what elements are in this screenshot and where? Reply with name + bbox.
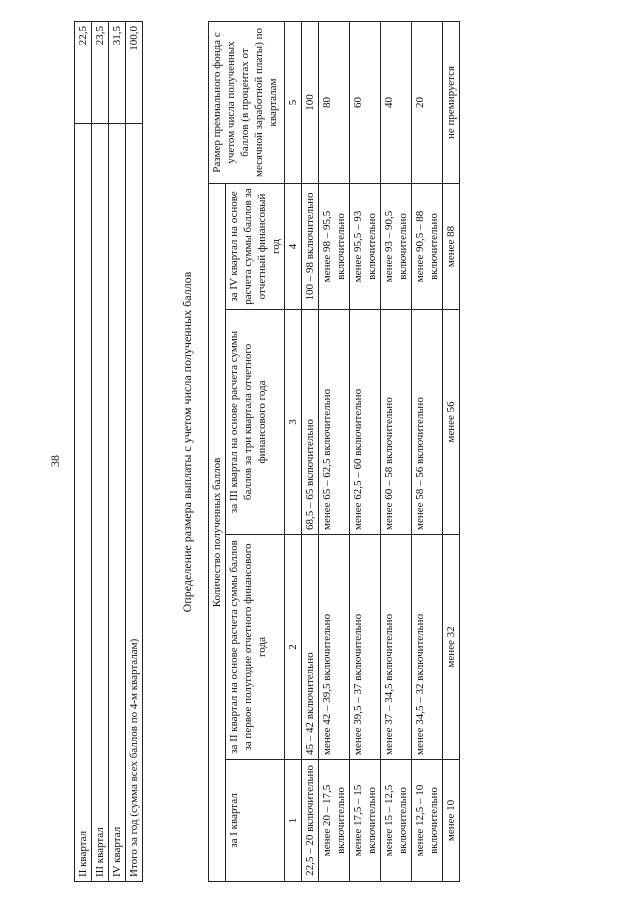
payment-row	[302, 21, 319, 881]
score-label: III квартал	[92, 124, 109, 882]
payment-cell: менее 90,5 – 88 включительно	[412, 183, 443, 309]
header-cell: Размер премиального фонда с учетом числа полученных баллов (в процентах от месячной заработной платы) по кварталам	[209, 21, 285, 183]
page-number: 38	[48, 455, 62, 467]
score-table	[74, 21, 143, 882]
payment-cell: менее 88	[443, 183, 460, 309]
payment-row	[350, 21, 381, 881]
payment-cell: менее 15 – 12,5 включительно	[381, 760, 412, 882]
header-cell: за I квартал	[226, 760, 285, 882]
payment-cell: менее 98 – 95,5 включительно	[319, 183, 350, 309]
header-cell: за IV квартал на основе расчета суммы баллов за отчетный финансовый год	[226, 183, 285, 309]
payment-cell: менее 10	[443, 760, 460, 882]
document-page	[40, 22, 600, 882]
header-cell: за III квартал на основе расчета суммы баллов за три квартала отчетного финансового года	[226, 310, 285, 535]
score-value: 22,5	[75, 22, 92, 124]
payment-cell: 100 – 98 включительно	[302, 183, 319, 309]
payment-cell: менее 17,5 – 15 включительно	[350, 760, 381, 882]
score-value: 100,0	[126, 22, 143, 124]
score-value: 23,5	[92, 22, 109, 124]
payment-cell: менее 42 – 39,5 включительно	[319, 535, 350, 760]
header-cell: за II квартал на основе расчета суммы баллов за первое полугодие отчетного финансового года	[226, 535, 285, 760]
payment-cell: 80	[319, 21, 350, 183]
payment-cell: менее 32	[443, 535, 460, 760]
payment-cell: менее 93 – 90,5 включительно	[381, 183, 412, 309]
payment-cell: 20	[412, 21, 443, 183]
payment-cell: 100	[302, 21, 319, 183]
payment-cell: 60	[350, 21, 381, 183]
payment-cell: менее 12,5 – 10 включительно	[412, 760, 443, 882]
payment-cell: менее 62,5 – 60 включительно	[350, 310, 381, 535]
payment-cell: 45 – 42 включительно	[302, 535, 319, 760]
payment-cell: менее 56	[443, 310, 460, 535]
section-title: Определение размера выплаты с учетом числа полученных баллов	[180, 271, 194, 613]
score-row	[126, 22, 143, 882]
column-number: 1	[285, 760, 302, 882]
score-value: 31,5	[109, 22, 126, 124]
payment-cell: менее 34,5 – 32 включительно	[412, 535, 443, 760]
column-number: 2	[285, 535, 302, 760]
payment-cell: 68,5 – 65 включительно	[302, 310, 319, 535]
payment-row	[381, 21, 412, 881]
column-number: 3	[285, 310, 302, 535]
payment-cell: 40	[381, 21, 412, 183]
payment-cell: менее 60 – 58 включительно	[381, 310, 412, 535]
payment-cell: менее 39,5 – 37 включительно	[350, 535, 381, 760]
payment-cell: менее 20 – 17,5 включительно	[319, 760, 350, 882]
payment-row	[319, 21, 350, 881]
rotated-page	[40, 22, 600, 882]
score-label: IV квартал	[109, 124, 126, 882]
score-row	[92, 22, 109, 882]
payment-cell: менее 58 – 56 включительно	[412, 310, 443, 535]
score-label: Итого за год (сумма всех баллов по 4-м кварталам)	[126, 124, 143, 882]
payment-table	[208, 21, 460, 882]
score-row	[75, 22, 92, 882]
column-number: 5	[285, 21, 302, 183]
column-number: 4	[285, 183, 302, 309]
score-label: II квартал	[75, 124, 92, 882]
payment-row	[443, 21, 460, 881]
score-row	[109, 22, 126, 882]
payment-row	[412, 21, 443, 881]
payment-cell: менее 95,5 – 93 включительно	[350, 183, 381, 309]
payment-cell: 22,5 – 20 включительно	[302, 760, 319, 882]
payment-cell: менее 65 – 62,5 включительно	[319, 310, 350, 535]
payment-cell: менее 37 – 34,5 включительно	[381, 535, 412, 760]
payment-cell: не премируется	[443, 21, 460, 183]
group-header: Количество полученных баллов	[209, 183, 226, 881]
